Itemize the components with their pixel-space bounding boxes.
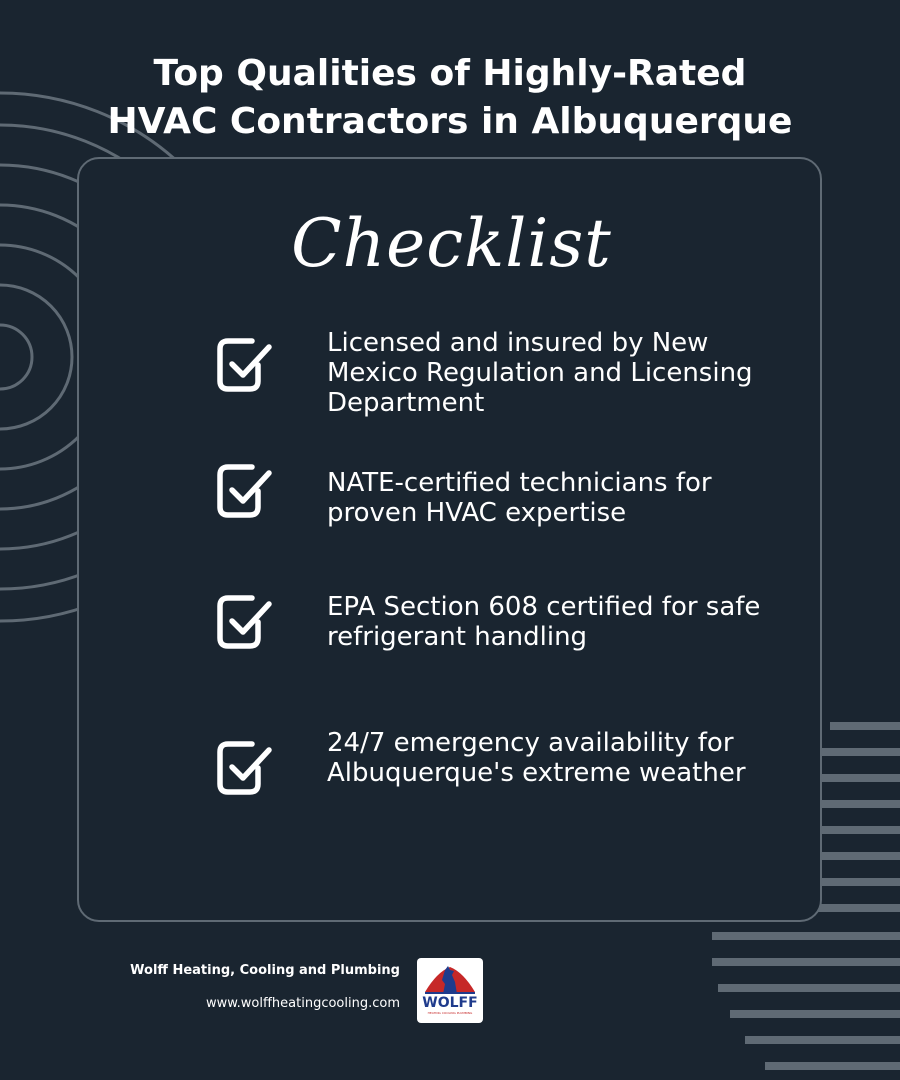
checkbox-checked-icon bbox=[214, 461, 274, 521]
company-name: Wolff Heating, Cooling and Plumbing bbox=[130, 963, 400, 978]
page-title-line-1: Top Qualities of Highly-Rated bbox=[153, 53, 747, 94]
logo-wordmark: WOLFF bbox=[422, 995, 478, 1011]
checkbox-checked-icon bbox=[214, 592, 274, 652]
checklist-item-text: 24/7 emergency availability for Albuquerque's extreme weather bbox=[327, 728, 746, 788]
checkbox-checked-icon bbox=[214, 738, 274, 798]
logo-tagline: HEATING COOLING PLUMBING bbox=[427, 1011, 473, 1015]
company-logo bbox=[417, 958, 483, 1023]
checklist-item-text: Licensed and insured by New Mexico Regulation and Licensing Department bbox=[327, 328, 753, 418]
checklist-item-text: NATE-certified technicians for proven HVAC expertise bbox=[327, 468, 712, 528]
checklist-item-text: EPA Section 608 certified for safe refrigerant handling bbox=[327, 592, 761, 652]
company-website-link[interactable]: www.wolffheatingcooling.com bbox=[205, 996, 400, 1011]
checklist-heading: Checklist bbox=[291, 205, 612, 282]
checkbox-checked-icon bbox=[214, 335, 274, 395]
page-title-line-2: HVAC Contractors in Albuquerque bbox=[107, 101, 793, 142]
page-title bbox=[0, 50, 900, 146]
wolf-howling-icon bbox=[417, 958, 483, 998]
checklist-card bbox=[77, 157, 822, 922]
